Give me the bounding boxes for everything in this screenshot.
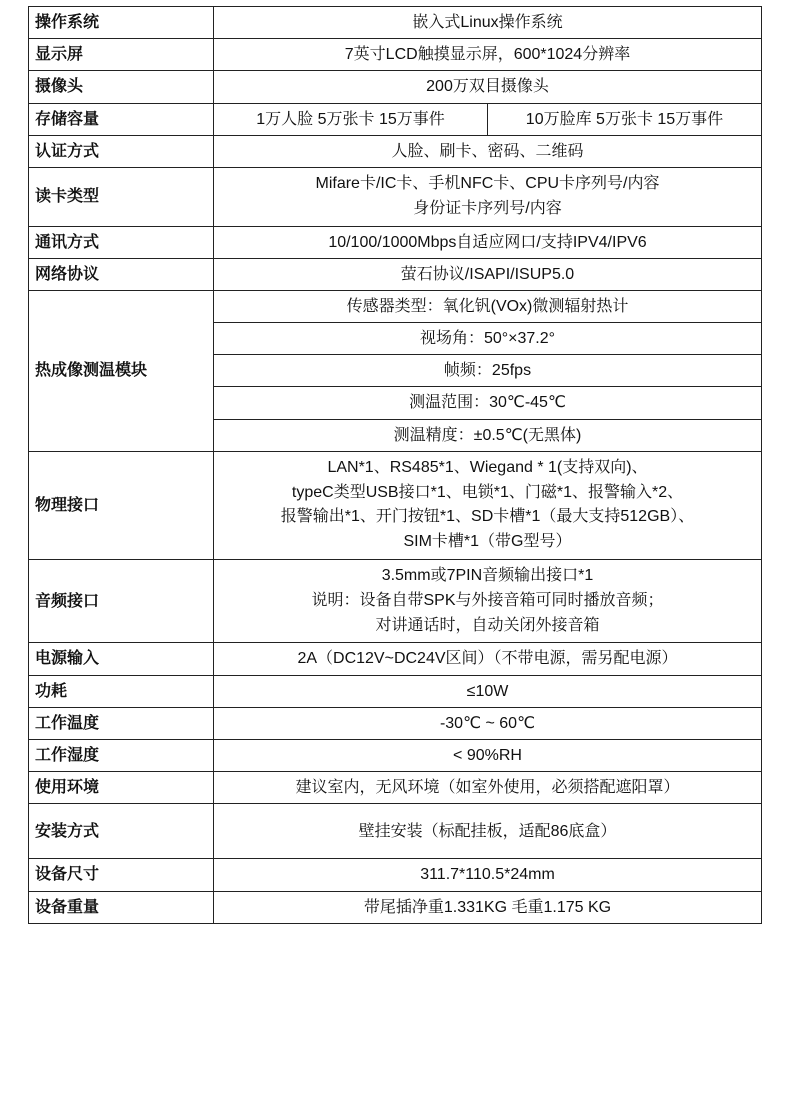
table-row — [29, 739, 762, 771]
row-value: 帧频：25fps — [214, 355, 762, 387]
table-row — [29, 71, 762, 103]
row-label: 网络协议 — [29, 258, 214, 290]
row-label: 读卡类型 — [29, 167, 214, 226]
row-label: 热成像测温模块 — [29, 290, 214, 451]
row-label: 设备重量 — [29, 891, 214, 923]
row-value: 传感器类型：氧化钒(VOx)微测辐射热计 — [214, 290, 762, 322]
row-label: 操作系统 — [29, 7, 214, 39]
table-row — [29, 258, 762, 290]
row-value: 2A（DC12V~DC24V区间）（不带电源，需另配电源） — [214, 643, 762, 675]
table-row — [29, 290, 762, 322]
value-line: typeC类型USB接口*1、电锁*1、门磁*1、报警输入*2、 — [291, 483, 684, 501]
row-value: 壁挂安装（标配挂板，适配86底盒） — [214, 804, 762, 859]
row-label: 工作湿度 — [29, 739, 214, 771]
row-value: 带尾插净重1.331KG 毛重1.175 KG — [214, 891, 762, 923]
row-label: 电源输入 — [29, 643, 214, 675]
value-line: SIM卡槽*1（带G型号） — [403, 533, 572, 551]
row-value: 7英寸LCD触摸显示屏，600*1024分辨率 — [214, 39, 762, 71]
row-value: 建议室内，无风环境（如室外使用，必须搭配遮阳罩） — [214, 772, 762, 804]
row-label: 安装方式 — [29, 804, 214, 859]
value-line: Mifare卡/IC卡、手机NFC卡、CPU卡序列号/内容 — [315, 174, 660, 192]
row-value: ≤10W — [214, 675, 762, 707]
row-label: 摄像头 — [29, 71, 214, 103]
row-label: 物理接口 — [29, 451, 214, 559]
table-row — [29, 859, 762, 891]
table-row — [29, 226, 762, 258]
table-row — [29, 39, 762, 71]
table-row — [29, 167, 762, 226]
value-line: 身份证卡序列号/内容 — [413, 199, 562, 217]
table-row — [29, 772, 762, 804]
table-row — [29, 643, 762, 675]
row-value-left: 1万人脸 5万张卡 15万事件 — [214, 103, 488, 135]
row-value: 200万双目摄像头 — [214, 71, 762, 103]
row-value: 嵌入式Linux操作系统 — [214, 7, 762, 39]
value-line: 3.5mm或7PIN音频输出接口*1 — [381, 567, 594, 585]
row-label: 音频接口 — [29, 560, 214, 643]
table-row — [29, 675, 762, 707]
table-row — [29, 103, 762, 135]
row-label: 设备尺寸 — [29, 859, 214, 891]
table-row — [29, 7, 762, 39]
value-line: 说明：设备自带SPK与外接音箱可同时播放音频； — [311, 591, 664, 609]
row-value: 测温精度：±0.5℃(无黑体) — [214, 419, 762, 451]
value-line: 对讲通话时，自动关闭外接音箱 — [375, 616, 600, 634]
table-row — [29, 707, 762, 739]
table-row — [29, 451, 762, 559]
row-label: 使用环境 — [29, 772, 214, 804]
row-value: 萤石协议/ISAPI/ISUP5.0 — [214, 258, 762, 290]
row-value — [214, 451, 762, 559]
table-row — [29, 804, 762, 859]
value-line: 报警输出*1、开门按钮*1、SD卡槽*1（最大支持512GB）、 — [280, 508, 695, 526]
row-label: 显示屏 — [29, 39, 214, 71]
row-label: 通讯方式 — [29, 226, 214, 258]
table-row — [29, 891, 762, 923]
row-value: 测温范围：30℃-45℃ — [214, 387, 762, 419]
row-label: 工作温度 — [29, 707, 214, 739]
row-value: 311.7*110.5*24mm — [214, 859, 762, 891]
table-row — [29, 560, 762, 643]
row-label: 存储容量 — [29, 103, 214, 135]
specification-table — [28, 6, 762, 924]
row-value — [214, 560, 762, 643]
row-value: 人脸、刷卡、密码、二维码 — [214, 135, 762, 167]
row-value: 视场角：50°×37.2° — [214, 323, 762, 355]
row-label: 认证方式 — [29, 135, 214, 167]
table-row — [29, 135, 762, 167]
row-value: -30℃ ~ 60℃ — [214, 707, 762, 739]
row-label: 功耗 — [29, 675, 214, 707]
row-value: < 90%RH — [214, 739, 762, 771]
row-value-right: 10万脸库 5万张卡 15万事件 — [488, 103, 762, 135]
row-value — [214, 167, 762, 226]
row-value: 10/100/1000Mbps自适应网口/支持IPV4/IPV6 — [214, 226, 762, 258]
value-line: LAN*1、RS485*1、Wiegand * 1(支持双向)、 — [327, 458, 648, 476]
